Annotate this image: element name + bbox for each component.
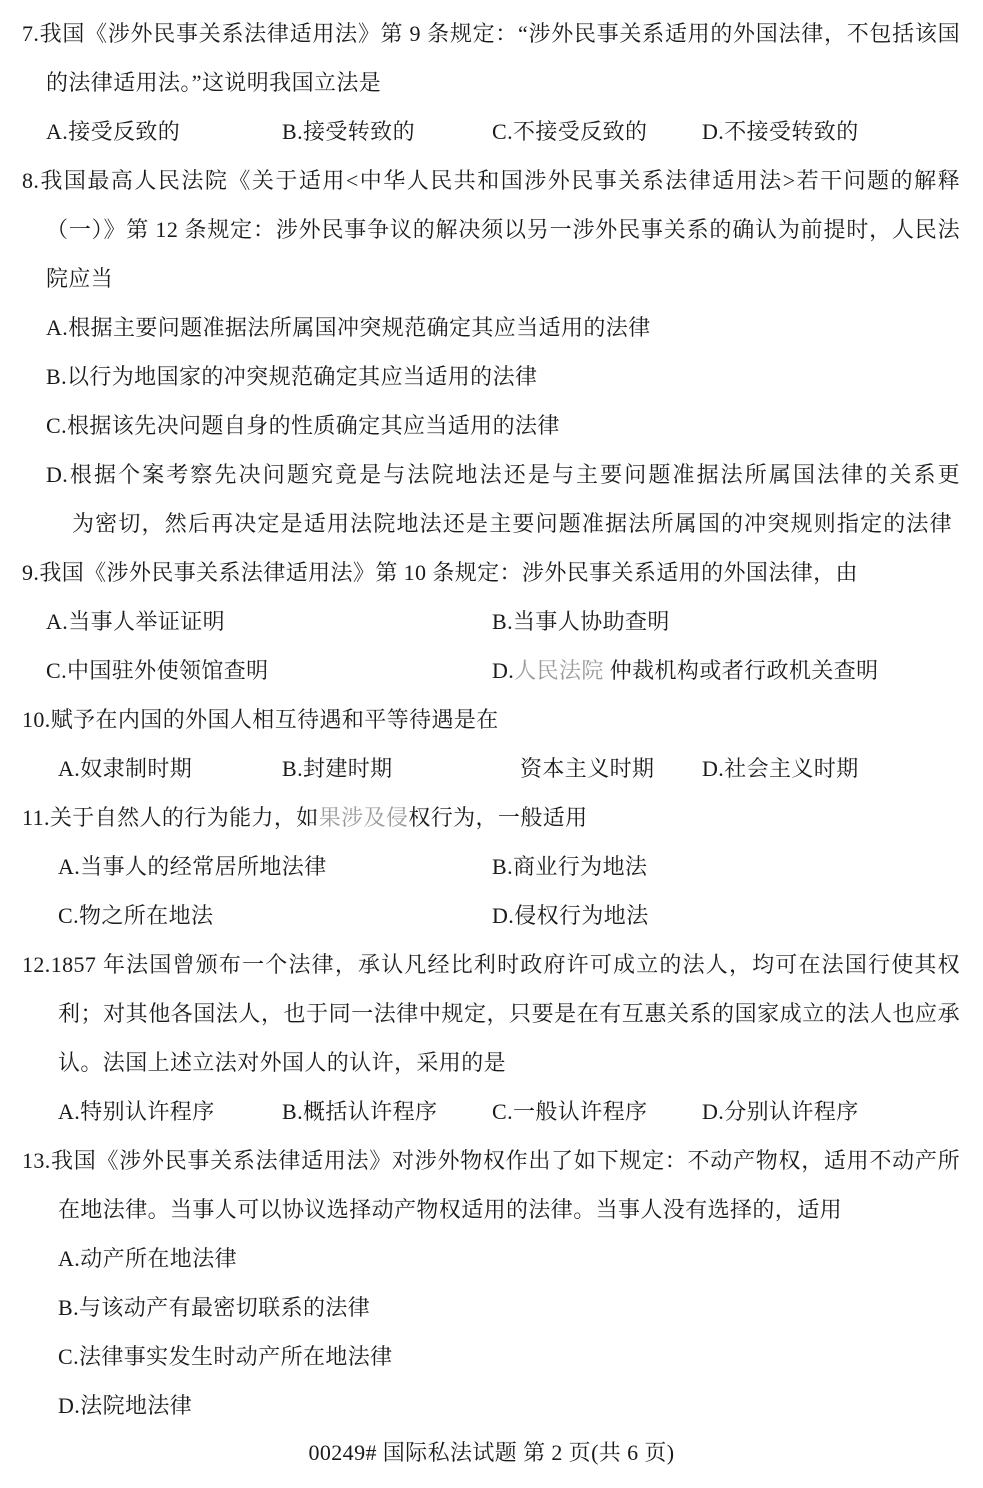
option-d: D.根据个案考察先决问题究竟是与法院地法还是与主要问题准据法所属国法律的关系更 <box>46 462 960 487</box>
question-stem-line: 7.我国《涉外民事关系法律适用法》第 9 条规定：“涉外民事关系适用的外国法律，不包括该国 <box>22 21 960 46</box>
question-stem-line: 8.我国最高人民法院《关于适用<中华人民共和国涉外民事关系法律适用法>若干问题的解释 <box>22 168 960 193</box>
option-b: B.当事人协助查明 <box>492 609 670 634</box>
question-number: 9. <box>22 560 40 585</box>
question-stem-line: 的法律适用法。”这说明我国立法是 <box>46 70 382 95</box>
question-stem-line: 在地法律。当事人可以协议选择动产物权适用的法律。当事人没有选择的，适用 <box>58 1197 843 1222</box>
question-number: 11. <box>22 805 50 830</box>
option-d: D.人民法院 仲裁机构或者行政机关查明 <box>492 658 879 683</box>
option-d: D.社会主义时期 <box>702 756 859 781</box>
question-stem-line: 院应当 <box>46 266 114 291</box>
option-d: D.不接受转致的 <box>702 119 859 144</box>
option-a: A.当事人举证证明 <box>46 609 226 634</box>
option-a: A.动产所在地法律 <box>58 1246 238 1271</box>
option-d: D.分别认许程序 <box>702 1099 859 1124</box>
option-b: B.封建时期 <box>282 756 393 781</box>
option-d-continuation: 为密切，然后再决定是适用法院地法还是主要问题准据法所属国的冲突规则指定的法律 <box>72 511 952 536</box>
question-stem-line: 9.我国《涉外民事关系法律适用法》第 10 条规定：涉外民事关系适用的外国法律，由 <box>22 560 858 585</box>
question-number: 10. <box>22 707 51 732</box>
question-stem-line: 认。法国上述立法对外国人的认许，采用的是 <box>58 1050 507 1075</box>
option-b: B.商业行为地法 <box>492 854 648 879</box>
option-d: D.侵权行为地法 <box>492 903 649 928</box>
question-stem-line: 13.我国《涉外民事关系法律适用法》对涉外物权作出了如下规定：不动产物权，适用不动产所 <box>22 1148 960 1173</box>
option-b: B.接受转致的 <box>282 119 415 144</box>
option-b: B.概括认许程序 <box>282 1099 438 1124</box>
question-stem-line: 10.赋予在内国的外国人相互待遇和平等待遇是在 <box>22 707 499 732</box>
question-number: 13. <box>22 1148 51 1173</box>
question-number: 8. <box>22 168 40 193</box>
option-a: A.接受反致的 <box>46 119 181 144</box>
option-a: A.根据主要问题准据法所属国冲突规范确定其应当适用的法律 <box>46 315 651 340</box>
option-c: C.不接受反致的 <box>492 119 648 144</box>
option-a: A.当事人的经常居所地法律 <box>58 854 327 879</box>
question-stem-line: 12.1857 年法国曾颁布一个法律，承认凡经比利时政府许可成立的法人，均可在法国行使其权 <box>22 952 960 977</box>
page-footer: 00249# 国际私法试题 第 2 页(共 6 页) <box>308 1440 675 1465</box>
option-b: B.以行为地国家的冲突规范确定其应当适用的法律 <box>46 364 538 389</box>
question-stem-line: （一）》第 12 条规定：涉外民事争议的解决须以另一涉外民事关系的确认为前提时，人民法 <box>46 217 960 242</box>
question-stem-line: 11.关于自然人的行为能力，如果涉及侵权行为，一般适用 <box>22 805 588 830</box>
option-c: C.物之所在地法 <box>58 903 214 928</box>
option-c: 资本主义时期 <box>520 756 655 781</box>
option-a: A.奴隶制时期 <box>58 756 193 781</box>
option-b: B.与该动产有最密切联系的法律 <box>58 1295 371 1320</box>
question-number: 7. <box>22 21 40 46</box>
question-stem-line: 利；对其他各国法人，也于同一法律中规定，只要是在有互惠关系的国家成立的法人也应承 <box>58 1001 960 1026</box>
option-c: C.中国驻外使领馆查明 <box>46 658 269 683</box>
option-c: C.根据该先决问题自身的性质确定其应当适用的法律 <box>46 413 560 438</box>
question-number: 12. <box>22 952 51 977</box>
option-c: C.法律事实发生时动产所在地法律 <box>58 1344 393 1369</box>
option-d: D.法院地法律 <box>58 1393 193 1418</box>
option-c: C.一般认许程序 <box>492 1099 648 1124</box>
option-a: A.特别认许程序 <box>58 1099 215 1124</box>
